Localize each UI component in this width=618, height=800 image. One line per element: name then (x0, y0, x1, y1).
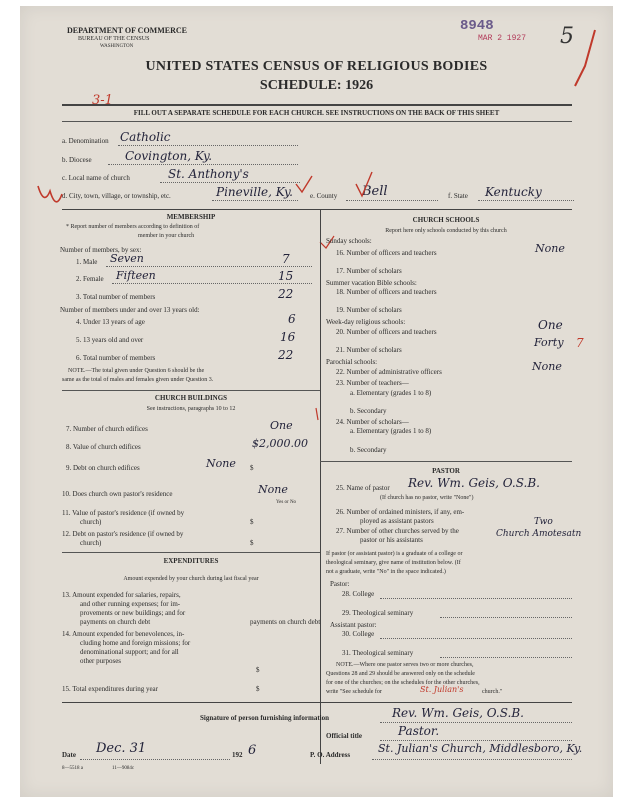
other-churches-value: Church Amotesatn (496, 529, 582, 539)
assistant-ministers-label-1: 26. Number of ordained ministers, if any, em- (336, 508, 465, 516)
po-address-label: P. O. Address (310, 751, 351, 759)
female-line (112, 283, 312, 284)
weekday-scholars-label: 21. Number of scholars (336, 346, 402, 354)
running-expenses-label-2: and other running expenses; for im- (80, 600, 181, 608)
denomination-value: Catholic (120, 130, 171, 144)
po-address-line (372, 759, 572, 760)
expenditures-heading: EXPENDITURES (163, 557, 219, 565)
official-title-line (380, 740, 572, 741)
benevolences-label-1: 14. Amount expended for benevolences, in- (62, 630, 185, 638)
column-divider (320, 209, 321, 764)
dollar-sign-13: payments on church debt (250, 618, 321, 626)
signature-line (380, 722, 572, 723)
city-value: Pineville, Ky. (216, 185, 293, 199)
pastor-rule (320, 461, 572, 462)
edifices-count-label: 7. Number of church edifices (66, 425, 148, 433)
pastor-note-1: NOTE.—Where one pastor serves two or more churches, (336, 662, 474, 668)
pastor-subheading: Pastor: (330, 580, 350, 588)
assistant-seminary-label: 31. Theological seminary (342, 649, 414, 657)
census-schedule-sheet (20, 6, 613, 797)
membership-note-2: member in your church (138, 233, 195, 239)
summer-schools-label: Summer vacation Bible schools: (326, 279, 417, 287)
parochial-schools-label: Parochial schools: (326, 358, 378, 366)
female-word: Fifteen (116, 269, 156, 282)
schools-subheading: Report here only schools conducted by this church (385, 228, 507, 234)
total-expenditures-label: 15. Total expenditures during year (62, 685, 158, 693)
footer-rule (62, 702, 572, 703)
state-value: Kentucky (485, 185, 542, 199)
residence-value-label-1: 11. Value of pastor's residence (if owned by (62, 509, 185, 517)
other-churches-extra: Two (534, 517, 553, 527)
assistant-college-line (380, 638, 572, 639)
parochial-scholars-label: 24. Number of scholars— (336, 418, 409, 426)
total-members-age-label: 6. Total number of members (76, 354, 156, 362)
bureau-line: BUREAU OF THE CENSUS (78, 36, 150, 42)
running-expenses-label-4: payments on church debt (80, 618, 151, 626)
graduate-note-2: theological seminary, give name of institution below. (If (326, 560, 461, 566)
buildings-rule (62, 390, 320, 391)
residence-debt-label-1: 12. Debt on pastor's residence (if owned by (62, 530, 184, 538)
diocese-label: b. Diocese (62, 156, 92, 164)
pastor-note-5: church." (482, 689, 503, 695)
summer-scholars-label: 19. Number of scholars (336, 306, 402, 314)
state-label: f. State (448, 192, 468, 200)
edifices-count-value: One (270, 419, 293, 432)
weekday-officers-value: One (538, 318, 563, 332)
mark-3-1: 3-1 (92, 93, 113, 108)
by-sex-label: Number of members, by sex: (60, 246, 142, 254)
expenditures-rule (62, 552, 320, 553)
male-word: Seven (110, 252, 144, 265)
instruction-line: FILL OUT A SEPARATE SCHEDULE FOR EACH CHURCH. SEE INSTRUCTIONS ON THE BACK OF THIS SHEET (133, 109, 500, 117)
corner-mark: 5 (560, 24, 574, 49)
parochial-admin-label: 22. Number of administrative officers (336, 368, 442, 376)
under-13-label: 4. Under 13 years of age (76, 318, 145, 326)
pastor-college-label: 28. College (342, 590, 375, 598)
graduate-note-1: If pastor (or assistant pastor) is a graduate of a college or (326, 551, 463, 557)
residence-value-label-2: church) (80, 518, 102, 526)
denomination-label: a. Denomination (62, 137, 109, 145)
other-churches-label-2: pastor or his assistants (360, 536, 423, 544)
edifices-debt-value: None (206, 457, 236, 470)
pastor-seminary-line (440, 617, 572, 618)
female-label: 2. Female (76, 275, 104, 283)
weekday-schools-label: Week-day religious schools: (326, 318, 406, 326)
church-name-label: c. Local name of church (62, 174, 130, 182)
pastor-college-line (380, 598, 572, 599)
dollar-sign-14: $ (256, 666, 260, 674)
assistant-seminary-line (440, 657, 572, 658)
pastor-note-3: for one of the churches; on the schedules for the other churches, (326, 680, 480, 686)
under-13-value: 6 (288, 312, 296, 326)
date-line (80, 759, 230, 760)
benevolences-label-4: other purposes (80, 657, 122, 665)
male-value: 7 (282, 252, 290, 266)
city-line: WASHINGTON (100, 44, 134, 49)
edifices-debt-label: 9. Debt on church edifices (66, 464, 140, 472)
dollar-sign-15: $ (256, 685, 260, 693)
official-title-value: Pastor. (398, 724, 440, 738)
benevolences-label-3: denominational support; and for all (80, 648, 179, 656)
assistant-college-label: 30. College (342, 630, 375, 638)
pastor-heading: PASTOR (432, 467, 460, 475)
county-label: e. County (310, 192, 338, 200)
scholars-elementary-label: a. Elementary (grades 1 to 8) (350, 427, 432, 435)
membership-note-1: * Report number of members according to definition of (66, 224, 200, 230)
date-label: Date (62, 751, 76, 759)
signature-value: Rev. Wm. Geis, O.S.B. (392, 706, 524, 720)
age-heading: Number of members under and over 13 years old: (60, 306, 200, 314)
sunday-schools-label: Sunday schools: (326, 237, 372, 245)
weekday-scholars-value: Forty (534, 336, 564, 349)
summer-officers-label: 18. Number of officers and teachers (336, 288, 437, 296)
county-value: Bell (362, 184, 388, 199)
residence-debt-label-2: church) (80, 539, 102, 547)
year-suffix: 6 (248, 743, 257, 758)
schools-heading: CHURCH SCHOOLS (412, 216, 480, 224)
pastor-name-label: 25. Name of pastor (336, 484, 390, 492)
assistant-ministers-label-2: ployed as assistant pastors (360, 517, 434, 525)
over-13-value: 16 (280, 330, 296, 344)
membership-heading: MEMBERSHIP (166, 213, 216, 221)
church-name-value: St. Anthony's (168, 167, 249, 181)
pastor-note-fill: St. Julian's (420, 685, 464, 694)
sunday-officers-value: None (535, 242, 565, 255)
running-expenses-label-3: provements or new buildings; and for (80, 609, 186, 617)
year-prefix: 192 (232, 751, 243, 759)
weekday-officers-label: 20. Number of officers and teachers (336, 328, 437, 336)
edifices-value-label: 8. Value of church edifices (66, 443, 141, 451)
diocese-value: Covington, Ky. (125, 149, 213, 163)
membership-note-a: NOTE.—The total given under Question 6 should be the (68, 368, 205, 374)
parochial-teachers-label: 23. Number of teachers— (336, 379, 409, 387)
pastor-name-note: (If church has no pastor, write "None") (380, 495, 474, 501)
parochial-admin-value: None (532, 360, 562, 373)
male-line (106, 266, 312, 267)
graduate-note-3: not a graduate, write "No" in the space indicated.) (326, 569, 446, 575)
edifices-value-value: $2,000.00 (252, 437, 308, 450)
other-churches-label-1: 27. Number of other churches served by the (336, 527, 459, 535)
total-members-value: 22 (278, 287, 294, 301)
expenditures-subheading: Amount expended by your church during last fiscal year (123, 576, 259, 582)
city-label: d. City, town, village, or township, etc. (62, 192, 171, 200)
official-title-label: Official title (326, 732, 362, 740)
scholars-secondary-label: b. Secondary (350, 446, 387, 454)
form-title: UNITED STATES CENSUS OF RELIGIOUS BODIES (145, 59, 488, 74)
pastor-name-value: Rev. Wm. Geis, O.S.B. (408, 476, 540, 490)
signature-label: Signature of person furnishing information (200, 714, 329, 722)
sunday-officers-label: 16. Number of officers and teachers (336, 249, 437, 257)
male-label: 1. Male (76, 258, 98, 266)
date-value: Dec. 31 (96, 741, 147, 756)
department-line: DEPARTMENT OF COMMERCE (67, 26, 188, 35)
po-address-value: St. Julian's Church, Middlesboro, Ky. (378, 742, 583, 755)
total-members-age-value: 22 (278, 348, 294, 362)
weekday-scholars-mark: 7 (576, 336, 584, 350)
dollar-sign-11: $ (250, 518, 254, 526)
buildings-heading: CHURCH BUILDINGS (154, 394, 228, 402)
section-rule (62, 209, 572, 210)
schedule-title: SCHEDULE: 1926 (259, 78, 374, 93)
female-value: 15 (278, 269, 294, 283)
pastor-note-4: write "See schedule for (326, 689, 382, 695)
dollar-sign-12: $ (250, 539, 254, 547)
teachers-secondary-label: b. Secondary (350, 407, 387, 415)
total-members-label: 3. Total number of members (76, 293, 156, 301)
benevolences-label-2: cluding home and foreign missions; for (80, 639, 191, 647)
membership-note-b: same as the total of males and females given under Question 3. (62, 377, 214, 383)
buildings-subheading: See instructions, paragraphs 10 to 12 (146, 406, 236, 412)
owns-residence-label: 10. Does church own pastor's residence (62, 490, 173, 498)
form-code: 8—5518 a (62, 766, 83, 771)
dollar-sign-9: $ (250, 464, 254, 472)
running-expenses-label-1: 13. Amount expended for salaries, repairs, (62, 591, 181, 599)
sunday-scholars-label: 17. Number of scholars (336, 267, 402, 275)
teachers-elementary-label: a. Elementary (grades 1 to 8) (350, 389, 432, 397)
form-code-2: 11—9084c (112, 766, 135, 771)
owns-residence-value: None (258, 483, 288, 496)
pastor-seminary-label: 29. Theological seminary (342, 609, 414, 617)
assistant-subheading: Assistant pastor: (330, 621, 377, 629)
over-13-label: 5. 13 years old and over (76, 336, 144, 344)
receipt-date-stamp: MAR 2 1927 (478, 34, 527, 43)
pastor-note-2: Questions 28 and 29 should be answered only on the schedule (326, 671, 475, 677)
stamp-number: 8948 (460, 18, 494, 34)
yes-or-no-hint: Yes or No (276, 500, 297, 505)
